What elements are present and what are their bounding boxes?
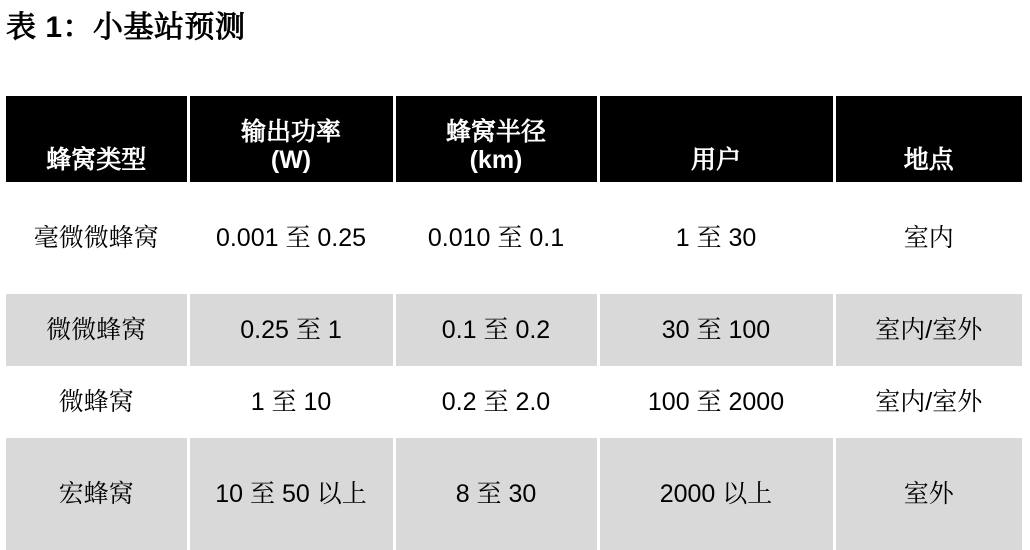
table-row xyxy=(6,182,1022,294)
column-header-cell-radius xyxy=(394,96,598,182)
cell-type-value: 宏蜂窝 xyxy=(6,438,188,550)
cell-output-power-value: 10 至 50 以上 xyxy=(188,438,394,550)
column-header-output-power-line2: (W) xyxy=(270,146,312,174)
cell-type-value: 毫微微蜂窝 xyxy=(6,182,188,294)
page-title: 表 1：小基站预测 xyxy=(6,11,246,44)
cell-radius-value: 0.1 至 0.2 xyxy=(394,294,598,366)
small-cell-forecast-table-container xyxy=(6,96,1022,550)
column-header-users-line1: 用户 xyxy=(690,146,741,174)
column-header-cell-type-line1: 蜂窝类型 xyxy=(46,146,147,174)
column-header-cell-radius-line1: 蜂窝半径 xyxy=(445,118,546,146)
table-header xyxy=(6,96,1022,182)
cell-users-value: 2000 以上 xyxy=(598,438,834,550)
cell-output-power-value: 0.25 至 1 xyxy=(188,294,394,366)
column-header-output-power xyxy=(188,96,394,182)
cell-location-value: 室内/室外 xyxy=(834,294,1022,366)
cell-location-value: 室外 xyxy=(834,438,1022,550)
cell-type-value: 微微蜂窝 xyxy=(6,294,188,366)
table-row xyxy=(6,438,1022,550)
cell-radius-value: 8 至 30 xyxy=(394,438,598,550)
table-header-row xyxy=(6,96,1022,182)
small-cell-forecast-table xyxy=(6,96,1022,550)
table-row xyxy=(6,366,1022,438)
column-header-users xyxy=(598,96,834,182)
cell-users-value: 1 至 30 xyxy=(598,182,834,294)
column-header-location xyxy=(834,96,1022,182)
cell-location-value: 室内 xyxy=(834,182,1022,294)
cell-users-value: 100 至 2000 xyxy=(598,366,834,438)
cell-output-power-value: 0.001 至 0.25 xyxy=(188,182,394,294)
table-row xyxy=(6,294,1022,366)
cell-radius-value: 0.010 至 0.1 xyxy=(394,182,598,294)
column-header-cell-radius-line2: (km) xyxy=(469,146,523,174)
cell-radius-value: 0.2 至 2.0 xyxy=(394,366,598,438)
cell-output-power-value: 1 至 10 xyxy=(188,366,394,438)
cell-type-value: 微蜂窝 xyxy=(6,366,188,438)
column-header-location-line1: 地点 xyxy=(903,146,954,174)
table-body xyxy=(6,182,1022,550)
column-header-output-power-line1: 输出功率 xyxy=(240,118,341,146)
column-header-cell-type xyxy=(6,96,188,182)
cell-location-value: 室内/室外 xyxy=(834,366,1022,438)
cell-users-value: 30 至 100 xyxy=(598,294,834,366)
